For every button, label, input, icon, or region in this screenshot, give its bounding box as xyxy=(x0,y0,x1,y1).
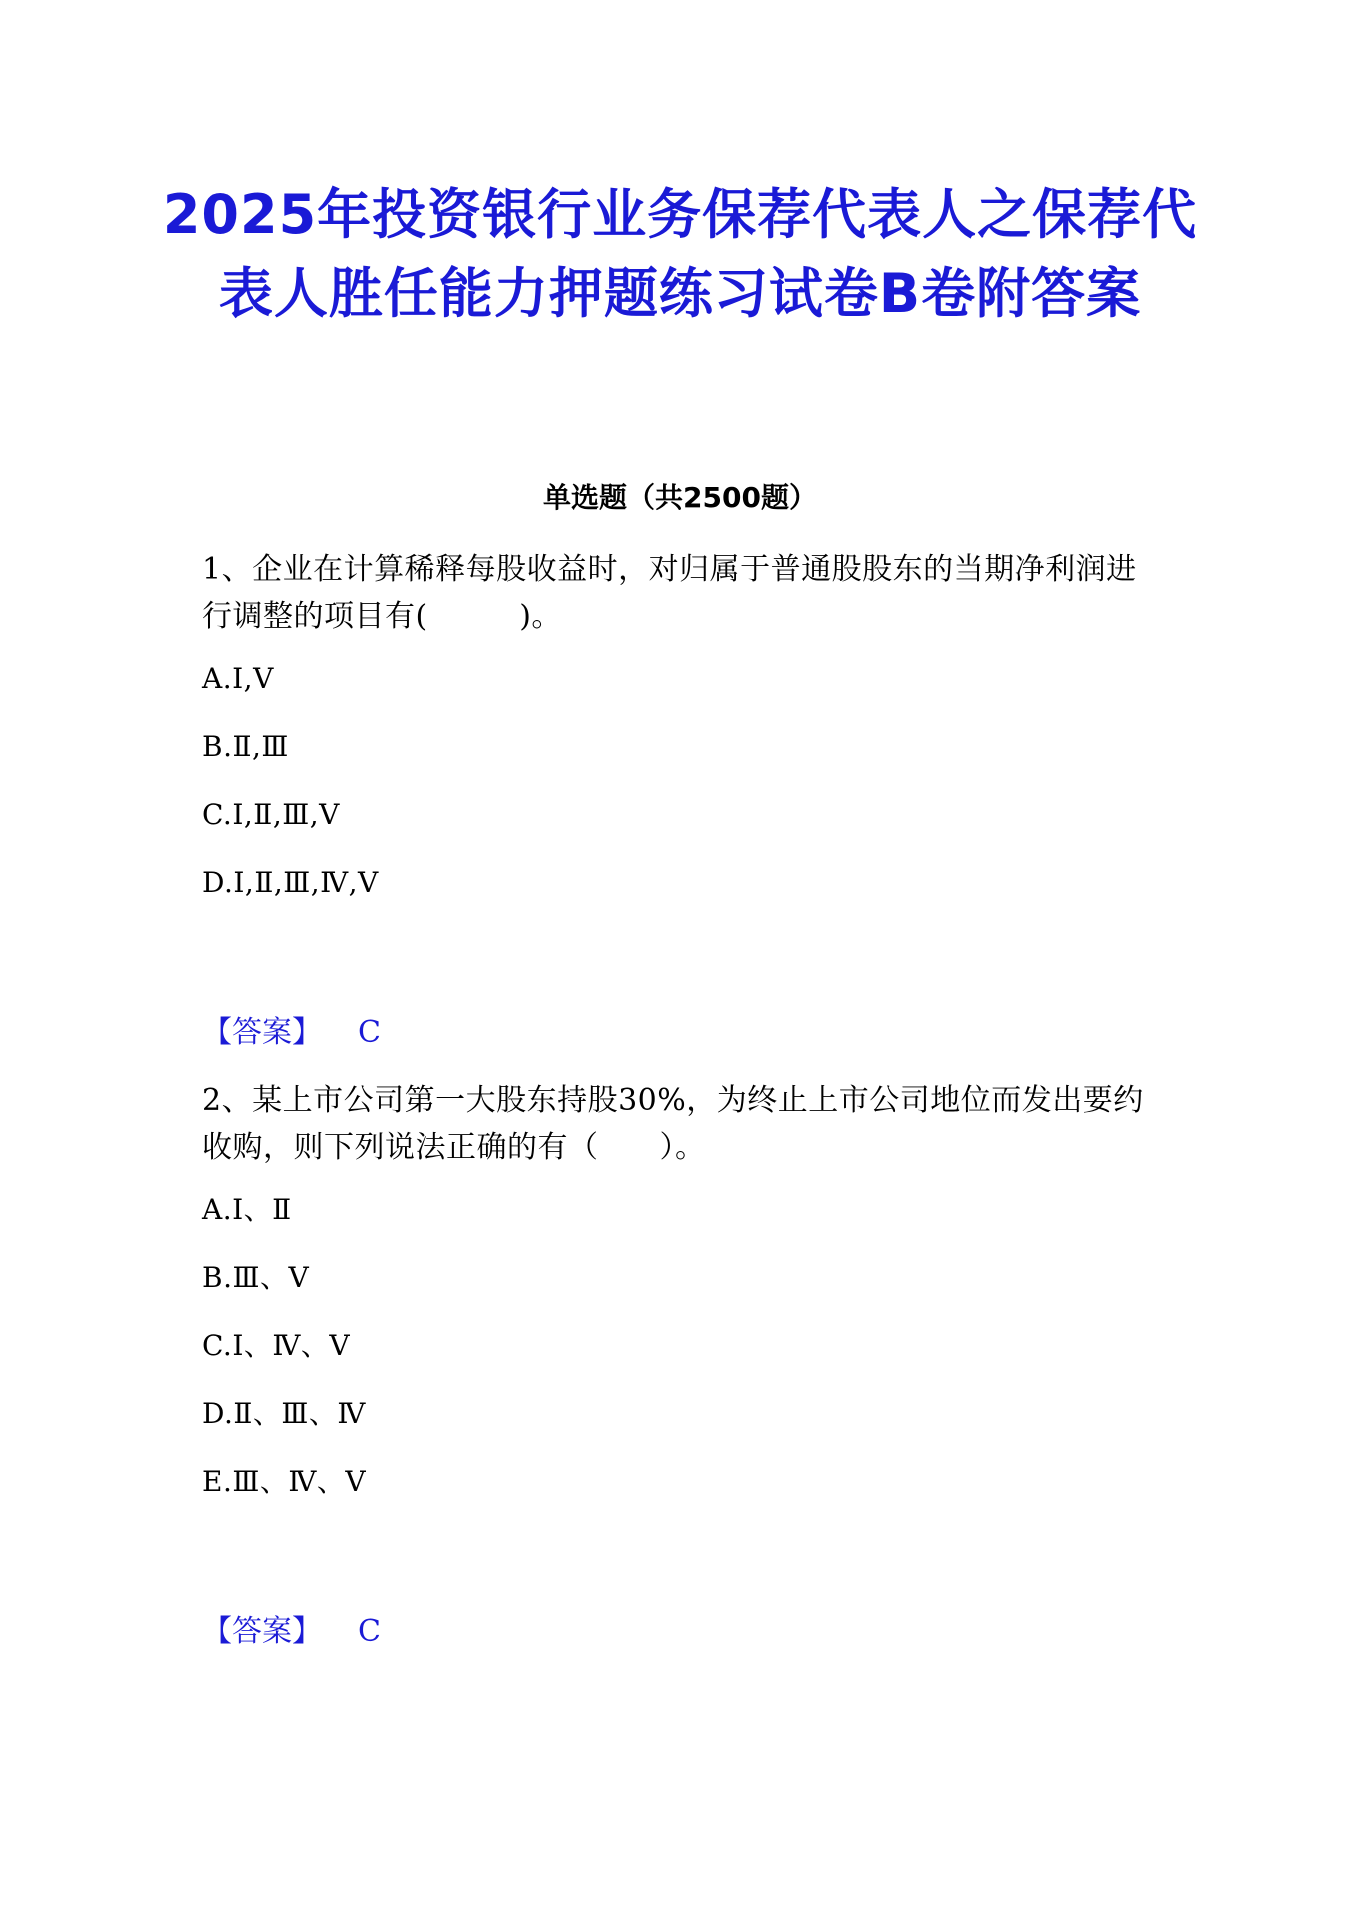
question-2-stem: 2、某上市公司第一大股东持股30%，为终止上市公司地位而发出要约收购，则下列说法正确的有（ ）。 xyxy=(202,1083,1144,1165)
question-2-option-d: D.Ⅱ、Ⅲ、Ⅳ xyxy=(202,1397,366,1430)
question-1-stem: 1、企业在计算稀释每股收益时，对归属于普通股股东的当期净利润进行调整的项目有( )。 xyxy=(202,552,1137,634)
question-1 xyxy=(202,546,1162,1053)
question-2-option-b: B.Ⅲ、Ⅴ xyxy=(202,1261,310,1294)
question-1-answer-value: C xyxy=(358,1015,381,1050)
question-1-option-b: B.Ⅱ,Ⅲ xyxy=(202,730,289,763)
question-2-answer xyxy=(202,1612,1162,1652)
question-1-answer xyxy=(202,1013,1162,1053)
question-list xyxy=(202,546,1162,1652)
question-2-answer-value: C xyxy=(358,1614,381,1649)
question-2-option-e: E.Ⅲ、Ⅳ、Ⅴ xyxy=(202,1465,367,1498)
question-1-option-d: D.Ⅰ,Ⅱ,Ⅲ,Ⅳ,Ⅴ xyxy=(202,866,379,899)
question-2 xyxy=(202,1077,1162,1652)
question-2-option-a: A.Ⅰ、Ⅱ xyxy=(202,1193,292,1226)
section-heading: 单选题（共2500题） xyxy=(543,481,817,514)
question-2-answer-tag: 【答案】 xyxy=(202,1614,322,1649)
question-2-option-c: C.Ⅰ、Ⅳ、Ⅴ xyxy=(202,1329,351,1362)
document-title: 2025年投资银行业务保荐代表人之保荐代表人胜任能力押题练习试卷B卷附答案 xyxy=(162,183,1198,325)
question-1-option-c: C.Ⅰ,Ⅱ,Ⅲ,Ⅴ xyxy=(202,798,340,831)
question-1-answer-tag: 【答案】 xyxy=(202,1015,322,1050)
question-1-option-a: A.Ⅰ,Ⅴ xyxy=(202,662,274,695)
